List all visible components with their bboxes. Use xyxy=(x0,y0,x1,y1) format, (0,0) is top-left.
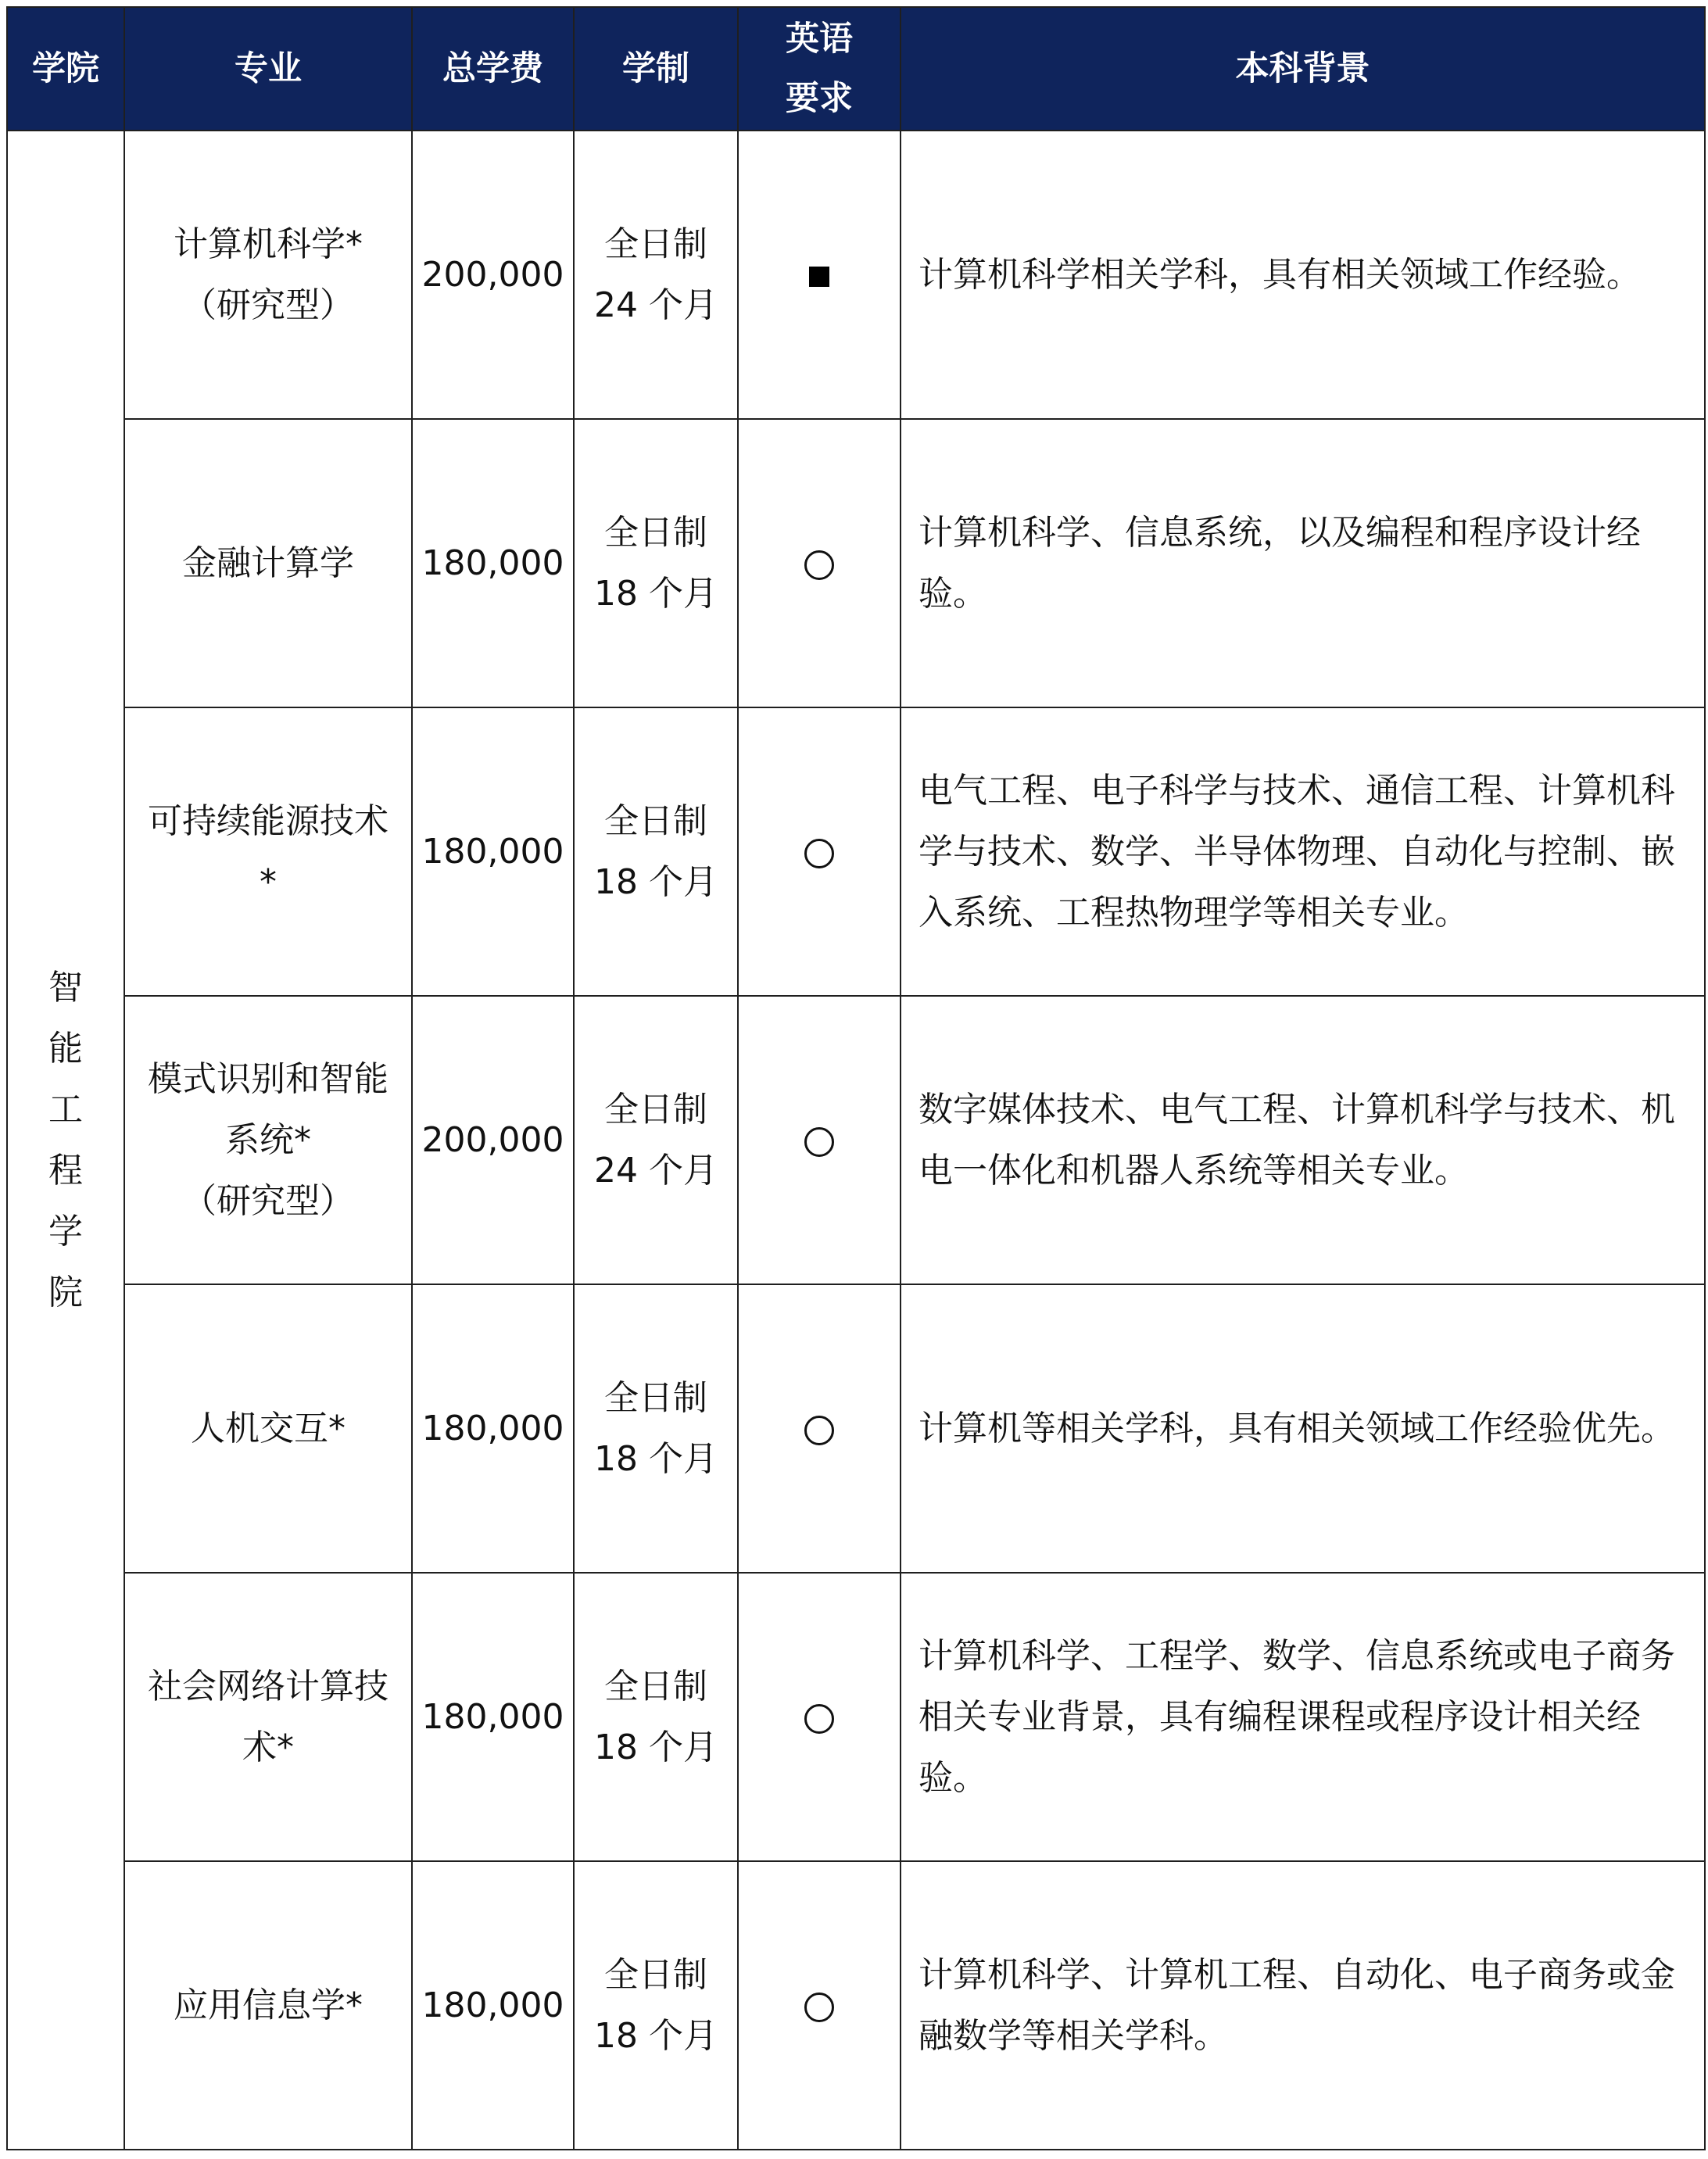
duration-cell xyxy=(574,707,738,996)
majors-table xyxy=(6,6,1706,2150)
english-requirement-cell xyxy=(738,1284,901,1573)
fee-cell: 180,000 xyxy=(412,1573,574,1861)
major-name-line: 应用信息学* xyxy=(174,1985,363,2025)
major-name-line: 术* xyxy=(242,1727,294,1767)
table-header xyxy=(7,7,1705,131)
duration-line: 全日制 xyxy=(604,1089,707,1130)
duration-cell xyxy=(574,996,738,1284)
header-english xyxy=(738,7,901,131)
major-name-line: 金融计算学 xyxy=(182,542,354,583)
table-body xyxy=(7,131,1705,2150)
header-major: 专业 xyxy=(124,7,412,131)
fee-cell: 180,000 xyxy=(412,707,574,996)
major-cell xyxy=(124,419,412,707)
table-row xyxy=(7,1284,1705,1573)
duration-line: 全日制 xyxy=(604,1954,707,1995)
fee-cell: 200,000 xyxy=(412,996,574,1284)
duration-line: 全日制 xyxy=(604,224,707,264)
open-circle-icon xyxy=(804,1127,834,1157)
table-row xyxy=(7,1573,1705,1861)
table-row xyxy=(7,707,1705,996)
filled-square-icon xyxy=(809,267,829,287)
fee-cell: 180,000 xyxy=(412,1284,574,1573)
background-cell: 数字媒体技术、电气工程、计算机科学与技术、机电一体化和机器人系统等相关专业。 xyxy=(901,996,1705,1284)
major-name-line: 社会网络计算技 xyxy=(148,1666,389,1706)
major-name-line: （研究型） xyxy=(182,285,354,325)
duration-cell xyxy=(574,1861,738,2150)
duration-line: 全日制 xyxy=(604,1666,707,1706)
major-cell xyxy=(124,131,412,419)
open-circle-icon xyxy=(804,1704,834,1734)
major-name-line: 系统* xyxy=(225,1119,311,1160)
english-requirement-cell xyxy=(738,996,901,1284)
major-cell xyxy=(124,996,412,1284)
duration-line: 18 个月 xyxy=(594,1438,718,1479)
english-requirement-cell xyxy=(738,1861,901,2150)
major-name-line: （研究型） xyxy=(182,1180,354,1221)
school-name: 智能工程学院 xyxy=(48,967,83,1312)
header-background: 本科背景 xyxy=(901,7,1705,131)
header-duration: 学制 xyxy=(574,7,738,131)
major-cell xyxy=(124,707,412,996)
major-cell xyxy=(124,1284,412,1573)
header-english-stack xyxy=(739,9,900,128)
table-row xyxy=(7,419,1705,707)
table-row xyxy=(7,1861,1705,2150)
fee-cell: 180,000 xyxy=(412,1861,574,2150)
fee-cell: 180,000 xyxy=(412,419,574,707)
duration-line: 24 个月 xyxy=(594,285,718,325)
header-school: 学院 xyxy=(7,7,124,131)
background-cell: 计算机科学、工程学、数学、信息系统或电子商务相关专业背景，具有编程课程或程序设计相关经验。 xyxy=(901,1573,1705,1861)
duration-line: 18 个月 xyxy=(594,2015,718,2056)
major-name-line: 人机交互* xyxy=(191,1408,346,1448)
header-fee: 总学费 xyxy=(412,7,574,131)
duration-line: 18 个月 xyxy=(594,1727,718,1767)
header-english-line2: 要求 xyxy=(786,79,853,118)
duration-line: 全日制 xyxy=(604,1377,707,1418)
duration-line: 18 个月 xyxy=(594,861,718,902)
major-name-line: 可持续能源技术 xyxy=(148,800,389,841)
header-row xyxy=(7,7,1705,131)
major-name-line: 计算机科学* xyxy=(174,224,363,264)
major-cell xyxy=(124,1861,412,2150)
header-english-line1: 英语 xyxy=(786,20,853,59)
open-circle-icon xyxy=(804,839,834,868)
open-circle-icon xyxy=(804,1416,834,1445)
english-requirement-cell xyxy=(738,707,901,996)
duration-cell xyxy=(574,1284,738,1573)
duration-line: 全日制 xyxy=(604,800,707,841)
background-cell: 计算机科学、计算机工程、自动化、电子商务或金融数学等相关学科。 xyxy=(901,1861,1705,2150)
english-requirement-cell xyxy=(738,131,901,419)
major-name-line: * xyxy=(260,861,277,902)
duration-cell xyxy=(574,131,738,419)
background-cell: 计算机等相关学科，具有相关领域工作经验优先。 xyxy=(901,1284,1705,1573)
background-cell: 计算机科学相关学科，具有相关领域工作经验。 xyxy=(901,131,1705,419)
open-circle-icon xyxy=(804,1993,834,2022)
duration-line: 全日制 xyxy=(604,512,707,553)
major-cell xyxy=(124,1573,412,1861)
table-row xyxy=(7,996,1705,1284)
duration-cell xyxy=(574,419,738,707)
duration-line: 24 个月 xyxy=(594,1150,718,1190)
fee-cell: 200,000 xyxy=(412,131,574,419)
table-row xyxy=(7,131,1705,419)
school-cell xyxy=(7,131,124,2150)
duration-cell xyxy=(574,1573,738,1861)
duration-line: 18 个月 xyxy=(594,573,718,614)
background-cell: 电气工程、电子科学与技术、通信工程、计算机科学与技术、数学、半导体物理、自动化与控制、嵌入系统、工程热物理学等相关专业。 xyxy=(901,707,1705,996)
major-name-line: 模式识别和智能 xyxy=(148,1058,389,1099)
open-circle-icon xyxy=(804,550,834,580)
english-requirement-cell xyxy=(738,419,901,707)
background-cell: 计算机科学、信息系统，以及编程和程序设计经验。 xyxy=(901,419,1705,707)
english-requirement-cell xyxy=(738,1573,901,1861)
